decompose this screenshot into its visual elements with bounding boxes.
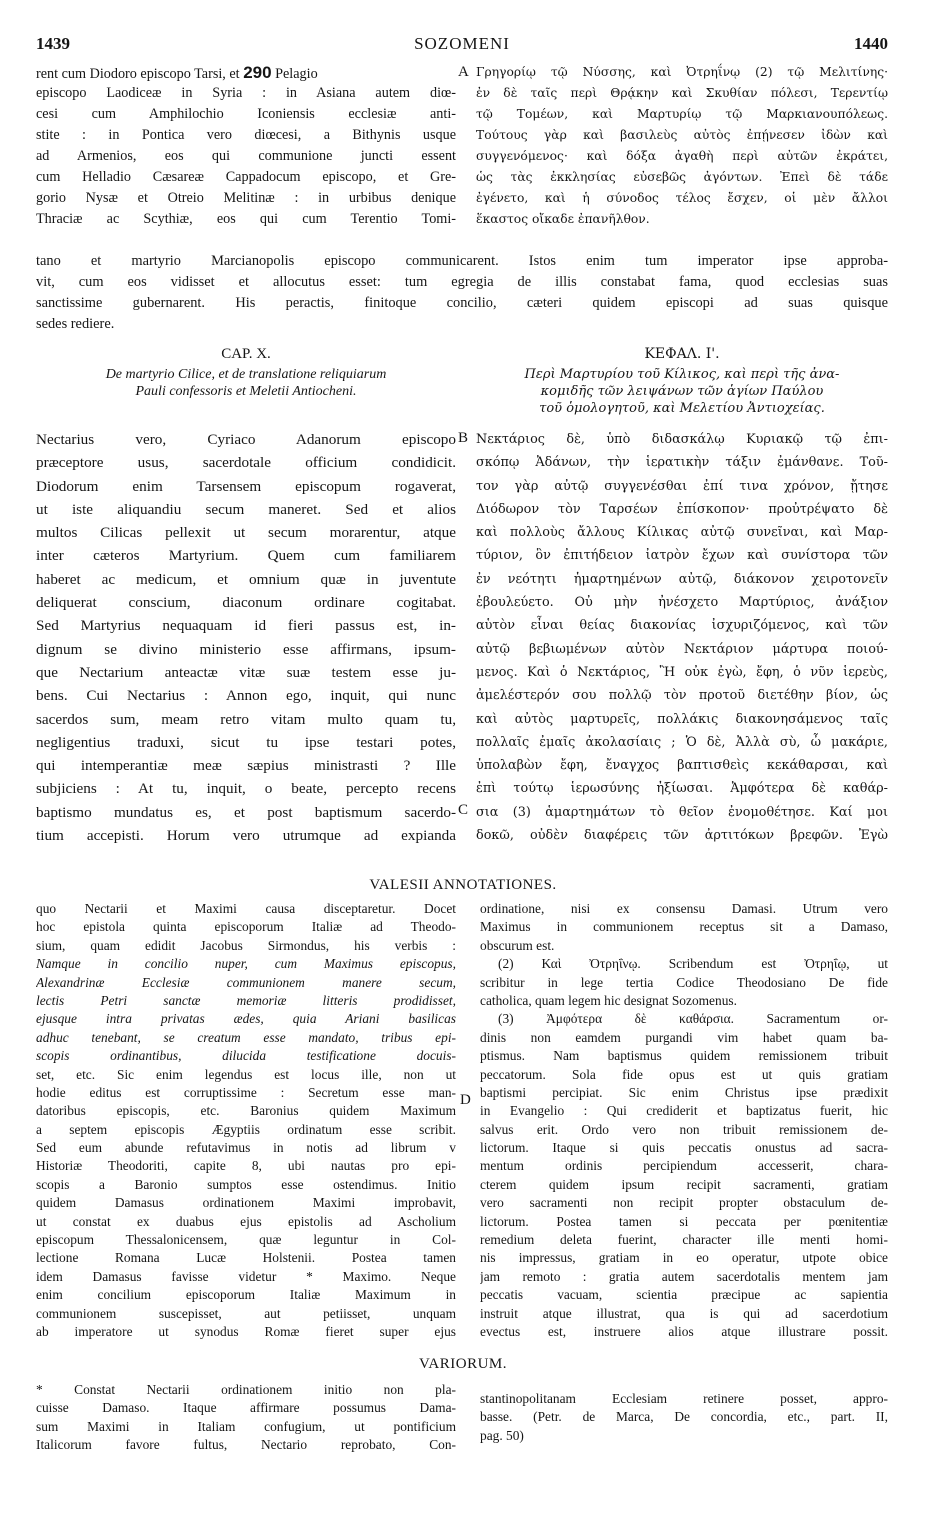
text-line: vero sacramenti non recipit propter obstaculum de-	[480, 1195, 888, 1211]
text-line: deliquerat conscium, diaconum ordinare cogitabat.	[36, 594, 456, 612]
text-line: μενος. Καὶ ὁ Νεκτάριος, Ἢ οὐκ ἐγὼ, ἔφη, ὁ νῦν ἱερεὺς,	[476, 664, 888, 680]
text-line: episcopo Laodiceæ in Syria : in Asiana autem diœ-	[36, 85, 456, 101]
text-line: ordinatione, nisi ex consensu Damasi. Utrum vero	[480, 901, 888, 916]
margin-letter-c: C	[458, 802, 469, 818]
variorum-heading: VARIORUM.	[419, 1356, 507, 1372]
text-line: ut constat ex duabus ejus epistolis ad Ascholium	[36, 1213, 456, 1229]
left-page-number: 1439	[36, 34, 70, 53]
text-line: ἐβουλεύετο. Οὐ μὴν ἠνέσχετο Μαρτύριος, ἀνάξιον	[476, 595, 888, 611]
latin-chapter-heading: CAP. X.	[221, 346, 271, 362]
margin-letter-d: D	[460, 1092, 471, 1108]
text-line: * Constat Nectarii ordinationem initio non pla-	[36, 1382, 456, 1397]
text-line: αὑτὸν εἶναι θείας διακονίας ἰσχυριζόμενος, καὶ τῶν	[476, 618, 888, 634]
text-line: ἀμελέστερόν σου πολλῷ τὸν προτοῦ διετέθην βίον, ὡς	[476, 688, 888, 704]
subtitle-line: Περὶ Μαρτυρίου τοῦ Κίλικος, καὶ περὶ τῆς ἀνα-	[524, 367, 840, 382]
text-line: lectis Petri sanctæ memoriæ litteris prodidisset,	[36, 992, 456, 1008]
text-line: ejusque intra privatas ædes, quia Ariani basilicas	[36, 1011, 456, 1027]
text-line: episcopum Thessalonicensem, quæ leguntur in Col-	[36, 1232, 456, 1248]
text-line: peccatorum. Sola fide opus est ut quis gratiam	[480, 1066, 888, 1082]
margin-letter-a: A	[458, 64, 469, 80]
text-span: rent cum Diodoro episcopo Tarsi, et	[36, 66, 240, 82]
text-line: cuisse Damaso. Itaque affirmare possumus Dama-	[36, 1400, 456, 1416]
annotations-right-column	[480, 900, 888, 1341]
text-line: hoc epistola quinta episcoporum Italiæ ad Theodo-	[36, 919, 456, 935]
text-line: αὐτῷ βεβιωμένων αὐτὸν Νεκτάριον μάρτυρα ποιού-	[476, 641, 888, 657]
text-line: Νεκτάριος δὲ, ὑπὸ διδασκάλῳ Κυριακῷ τῷ ἐπι-	[476, 432, 888, 447]
text-line: que Nectarium anteactæ vitæ suæ testem esse ju-	[36, 663, 456, 681]
text-line: scribitur in lege tertia Codice Theodosiano De fide	[480, 974, 888, 990]
text-line: ἐπὶ τούτῳ ἱερωσύνης ἠξίωσαι. Ἀμφότερα δὲ καθάρ-	[476, 781, 888, 797]
annotations-heading: VALESII ANNOTATIONES.	[369, 877, 557, 893]
text-line: ἐν νεότητι ἡμαρτημένων αὐτῷ, διάκονον χειροτονεῖν	[476, 571, 888, 587]
text-line: baptismi percipiat. Sic enim Christus ipse prædixit	[480, 1084, 888, 1100]
chapter-latin-column	[36, 428, 456, 847]
text-line: stite : in Pontica vero diœcesi, a Bithynis usque	[36, 127, 456, 143]
text-line: instruit atque illustrat, qua is qui ad sacerdotium	[480, 1305, 888, 1321]
text-line: lictorum. Postea tamen si peccata per pœnitentiæ	[480, 1213, 888, 1229]
text-line: stantinopolitanam Ecclesiam retinere posset, appro-	[480, 1391, 888, 1406]
subtitle-line: Pauli confessoris et Meletii Antiocheni.	[135, 384, 357, 399]
variorum-right-column	[480, 1390, 888, 1445]
text-line: jam remoto : gratia autem sacerdotalis mentem jam	[480, 1268, 888, 1284]
text-line: Nectarius vero, Cyriaco Adanorum episcopo	[36, 431, 456, 448]
latin-chapter-subtitle	[36, 366, 456, 400]
text-line: Διόδωρον τὸν Ταρσέων ἐπίσκοπον· προὐτρέψατο δὲ	[476, 501, 888, 517]
text-line: πολλαῖς ἐμαῖς ἀκολασίαις ; Ὁ δὲ, Ἀλλὰ σὺ, ὦ μακάριε,	[476, 734, 888, 750]
greek-chapter-subtitle	[476, 366, 888, 417]
text-line: sum Maximi in Italiam confugium, ut pontificium	[36, 1418, 456, 1434]
text-line: dignum se divino ministerio esse affirmans, ipsum-	[36, 640, 456, 658]
full-width-paragraph	[36, 251, 888, 335]
text-line: Italicorum favore fultus, Nectario reprobato, Con-	[36, 1437, 456, 1453]
top-latin-column	[36, 62, 456, 230]
text-line: ἐγένετο, καὶ ἡ σύνοδος τέλος ἔσχεν, οἱ μὲν ἄλλοι	[476, 191, 888, 205]
text-line: subjiciens : At tu, inquit, o beate, percepto recens	[36, 780, 456, 798]
text-line: negligentius traduxi, sicut tu ipse testari potes,	[36, 733, 456, 751]
text-line: præceptore usus, sacerdotale officium condidicit.	[36, 454, 456, 472]
text-line: Namque in concilio nuper, cum Maximus episcopus,	[36, 956, 456, 972]
text-line: sanctissime gubernarent. His peractis, finitoque concilio, cæteri quidem episcopi ad suas quisque	[36, 295, 888, 311]
text-line: cesi cum Amphilochio Iconiensis ecclesiæ anti-	[36, 106, 456, 122]
text-line: sacerdos sum, meam retro vitam multo quam tu,	[36, 710, 456, 728]
text-line: evectus est, instruere alios atque illustrare possit.	[480, 1323, 888, 1339]
text-line: (3) Ἀμφότερα δὲ καθάρσια. Sacramentum or-	[498, 1011, 888, 1027]
chapter-greek-column	[476, 428, 888, 847]
text-line: idem Damasus favisse videtur * Maximo. Neque	[36, 1268, 456, 1284]
text-line: quo Nectarii et Maximi causa disceptaretur. Docet	[36, 901, 456, 916]
text-line: Γρηγορίῳ τῷ Νύσσης, καὶ Ὀτρηΐνῳ (2) τῷ Μελιτίνης·	[476, 65, 888, 79]
text-line: mentum ordinis percipiendum accesserit, chara-	[480, 1158, 888, 1174]
text-line: Historiæ Theodoriti, capite 8, ubi nautas pro epi-	[36, 1158, 456, 1174]
text-line: ab imperatore ut synodus Romæ fieret super ejus	[36, 1323, 456, 1339]
old-page-marker: 290	[243, 63, 272, 82]
text-line: nis impressus, gratiam in eo operatur, utpote obice	[480, 1250, 888, 1266]
text-line: Diodorum enim Tarsensem episcopum rogaverat,	[36, 477, 456, 495]
text-line: tano et martyrio Marcianopolis episcopo communicarent. Istos enim tum imperator ipse approba-	[36, 253, 888, 269]
text-line: in Evangelio : Qui crediderit et baptizatus fuerit, hic	[480, 1103, 888, 1119]
text-line: gorio Nysæ et Otreio Melitinæ : in urbibus denique	[36, 190, 456, 206]
variorum-left-column	[36, 1381, 456, 1455]
text-line: Sed Martyrius nequaquam id fieri passus est, in-	[36, 617, 456, 635]
subtitle-line: κομιδῆς τῶν λειψάνων τῶν ἁγίων Παύλου	[540, 384, 824, 399]
text-line: scopis a Baronio sumptos esse ostendimus. Initio	[36, 1176, 456, 1192]
text-line: bens. Cui Nectarius : Annon ego, inquit, qui nunc	[36, 687, 456, 705]
text-line: obscurum est.	[480, 937, 555, 953]
text-line: ptismus. Nam baptismus quidem remissionem tribuit	[480, 1048, 888, 1064]
right-page-number: 1440	[854, 34, 888, 53]
text-line: cum Helladio Cæsareæ Cappadocum episcopo, et Gre-	[36, 169, 456, 185]
text-line: adhuc tenebant, se creatum esse mandato, tribus epi-	[36, 1029, 456, 1045]
text-line: dinis non eamdem purgandi vim habet quam ba-	[480, 1029, 888, 1045]
text-line: ὑπολαβὼν ἔφη, ἔναγχος βαπτισθεὶς κεκάθαρσαι, καὶ	[476, 758, 888, 774]
running-title: SOZOMENI	[414, 34, 510, 53]
subtitle-line: De martyrio Cilice, et de translatione reliquiarum	[105, 367, 387, 382]
text-line	[36, 62, 456, 83]
text-line: peccatis vacuam, scientia præcipue ac sapientia	[480, 1287, 888, 1303]
running-header	[36, 34, 888, 56]
subtitle-line: τοῦ ὁμολογητοῦ, καὶ Μελετίου Ἀντιοχείας.	[539, 401, 825, 416]
text-line: catholica, quam legem hic designat Sozomenus.	[480, 992, 737, 1008]
text-line: lictorum. Itaque si quis peccatis onustus ad sacra-	[480, 1140, 888, 1156]
text-line: ἕκαστος οἴκαδε ἐπανῆλθον.	[476, 212, 650, 226]
text-line: Τούτους γὰρ καὶ βασιλεὺς αὐτὸς ἐπῄνεσεν ἰδὼν καὶ	[476, 128, 888, 142]
text-line: ut iste aliquandiu secum maneret. Sed et alios	[36, 500, 456, 518]
text-line: multos Cilicas pellexit ut secum morarentur, atque	[36, 524, 456, 542]
text-line: τύριον, ὃν ἐπιτήδειον ἰατρὸν ἔχων καὶ συνίστορα τῶν	[476, 548, 888, 564]
text-line: scopis ordinantibus, dilucida testificatione docuis-	[36, 1048, 456, 1064]
text-line: sedes rediere.	[36, 316, 115, 332]
text-line: ad Armenios, eos qui communione juncti essent	[36, 148, 456, 164]
text-line: vit, cum eos vidisset et allocutus esset: tum egregia de illis constabat fama, quod ecclesias suas	[36, 274, 888, 290]
text-line: datoribus episcopis, etc. Baronius quidem Maximum	[36, 1103, 456, 1119]
text-line: δοκῶ, οὐδὲν διαφέρεις τῶν ἀρτιτόκων βρεφῶν. Ἐγὼ	[476, 828, 888, 844]
text-line: hodie editus est corruptissime : Secretum esse man-	[36, 1084, 456, 1100]
text-line: pag. 50)	[480, 1427, 524, 1443]
text-line: τῷ Τομέων, καὶ Μαρτυρίῳ τῷ Μαρκιανουπόλεως.	[476, 107, 888, 121]
text-line: σια (3) ἁμαρτημάτων τὸ θεῖον ἐνομοθέτησε. Καί μοι	[476, 804, 888, 820]
top-greek-column	[476, 62, 888, 230]
text-line: a septem episcopis Ægyptiis ordinatum esse scribit.	[36, 1121, 456, 1137]
text-line: συγγενόμενος· καὶ δόξα ἀγαθὴ περὶ αὐτῶν ἐκράτει,	[476, 149, 888, 163]
text-line: baptismo mundatus es, et post baptismum sacerdo-	[36, 803, 456, 821]
text-line: quidem Damasus ordinationem Maximi improbavit,	[36, 1195, 456, 1211]
text-line: sium, quam edidit Jacobus Sirmondus, his verbis :	[36, 937, 456, 953]
text-line: haberet ac medicum, et omnium quæ in juventute	[36, 570, 456, 588]
text-line: cterem quidem ipsum recipit sacramenti, gratiam	[480, 1176, 888, 1192]
text-line: (2) Καὶ Ὀτρηΐνῳ. Scribendum est Ὀτρηΐῳ, ut	[498, 956, 888, 972]
text-line: inter cæteros Martyrium. Quem cum familiarem	[36, 547, 456, 565]
text-line: ὡς τὰς ἐκκλησίας εὐσεβῶς ἀγόντων. Ἐπεὶ δὲ τάδε	[476, 170, 888, 184]
text-line: lectione Romana Lucæ Holstenii. Postea tamen	[36, 1250, 456, 1266]
text-line: καὶ πολλοὺς ἄλλους Κίλικας αὐτῷ συνεῖναι, καὶ Μαρ-	[476, 525, 888, 541]
text-span: Pelagio	[275, 66, 318, 82]
text-line: tium accepisti. Horum vero utrumque ad expianda	[36, 827, 456, 845]
text-line: τον γὰρ αὐτῷ συγγενέσθαι ἐπί τινα χρόνον, ᾔτησε	[476, 478, 888, 494]
text-line: salvus erit. Ordo vero non tribuit remissionem de-	[480, 1121, 888, 1137]
text-line: communionem suscepisset, aut petiisset, unquam	[36, 1305, 456, 1321]
text-line: Sed eum abunde refutavimus in notis ad librum v	[36, 1140, 456, 1156]
text-line: Alexandrinæ Ecclesiæ communionem manere secum,	[36, 974, 456, 990]
text-line: σκόπῳ Ἀδάνων, τὴν ἱερατικὴν τάξιν ἐμάνθανε. Τοῦ-	[476, 455, 888, 471]
annotations-left-column	[36, 900, 456, 1341]
text-line: ἐν δὲ ταῖς περὶ Θρᾴκην καὶ Σκυθίαν πόλεσι, Τερεντίῳ	[476, 86, 888, 100]
margin-letter-b: B	[458, 430, 469, 446]
text-line: καὶ αὐτὸς μαρτυρεῖς, πολλάκις διακονησάμενος ταῖς	[476, 711, 888, 727]
text-line: remedium deleta fuerint, character ille menti homi-	[480, 1232, 888, 1248]
text-line: basse. (Petr. de Marca, De concordia, etc., part. II,	[480, 1409, 888, 1425]
greek-chapter-heading: ΚΕΦΑΛ. Ι'.	[644, 346, 720, 362]
text-line: Thraciæ ac Scythiæ, eos qui cum Terentio Tomi-	[36, 211, 456, 227]
text-line: set, etc. Sic enim legendus est locus ille, non ut	[36, 1066, 456, 1082]
text-line: Maximus in communionem receptus sit a Damaso,	[480, 919, 888, 935]
text-line: enim concilium episcoporum Italiæ Maximum in	[36, 1287, 456, 1303]
text-line: qui intemperantiæ meæ sæpius ministrasti ? Ille	[36, 757, 456, 775]
